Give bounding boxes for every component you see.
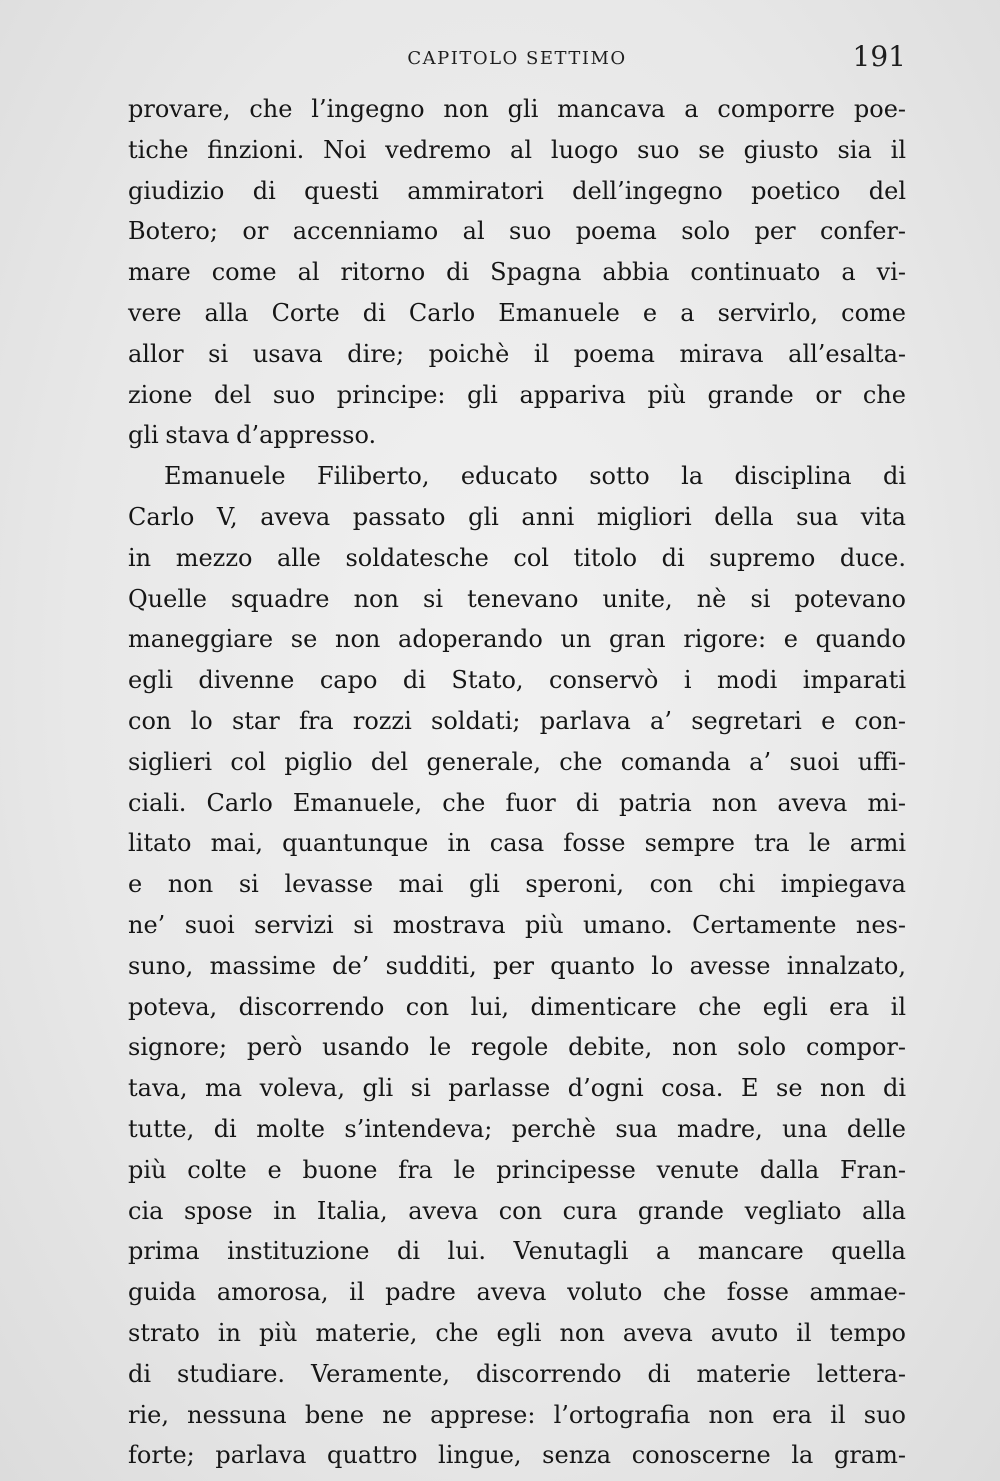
body-text [128,89,906,1476]
paragraph-start-line: Emanuele Filiberto, educato sotto la disciplina di [164,462,906,491]
text-line: litato mai, quantunque in casa fosse sempre tra le armi [128,829,906,858]
text-line: provare, che l’ingegno non gli mancava a comporre poe- [128,95,906,123]
text-line: vere alla Corte di Carlo Emanuele e a servirlo, come [128,298,906,327]
text-line: ne’ suoi servizi si mostrava più umano. Certamente nes- [128,910,906,939]
text-line: siglieri col piglio del generale, che comanda a’ suoi uffi- [128,747,906,776]
text-line: e non si levasse mai gli speroni, con chi impiegava [128,870,906,899]
running-title: CAPITOLO SETTIMO [407,48,627,69]
text-line: mare come al ritorno di Spagna abbia continuato a vi- [128,258,906,287]
text-line: guida amorosa, il padre aveva voluto che fosse ammae- [128,1278,906,1307]
text-line: cia spose in Italia, aveva con cura grande vegliato alla [128,1196,906,1225]
text-line: ciali. Carlo Emanuele, che fuor di patria non aveva mi- [128,788,906,817]
text-line: strato in più materie, che egli non aveva avuto il tempo [128,1318,906,1347]
page-header [128,36,906,76]
text-line: allor si usava dire; poichè il poema mirava all’esalta- [128,339,906,368]
text-line: signore; però usando le regole debite, non solo compor- [128,1033,906,1062]
text-line: maneggiare se non adoperando un gran rigore: e quando [128,625,906,654]
text-line: Botero; or accenniamo al suo poema solo per confer- [128,217,906,246]
text-line: gli stava d’appresso. [128,421,377,450]
text-line: di studiare. Veramente, discorrendo di materie lettera- [128,1359,906,1388]
text-line: forte; parlava quattro lingue, senza conoscerne la gram- [128,1441,906,1470]
text-line: suno, massime de’ sudditi, per quanto lo avesse innalzato, [128,951,906,980]
text-line: tava, ma voleva, gli si parlasse d’ogni cosa. E se non di [128,1074,906,1103]
text-line: giudizio di questi ammiratori dell’ingegno poetico del [128,176,906,205]
page-number: 191 [852,40,906,73]
text-line: più colte e buone fra le principesse venute dalla Fran- [128,1155,906,1184]
text-line: Quelle squadre non si tenevano unite, nè si potevano [128,584,906,613]
text-line: tiche finzioni. Noi vedremo al luogo suo se giusto sia il [128,135,906,164]
text-line: egli divenne capo di Stato, conservò i modi imparati [128,666,906,695]
text-line: con lo star fra rozzi soldati; parlava a’ segretari e con- [128,706,906,735]
text-line: tutte, di molte s’intendeva; perchè sua madre, una delle [128,1114,906,1143]
text-line: zione del suo principe: gli appariva più grande or che [128,380,906,409]
text-line: prima instituzione di lui. Venutagli a mancare quella [128,1237,906,1266]
text-line: in mezzo alle soldatesche col titolo di supremo duce. [128,543,906,572]
text-line: Carlo V, aveva passato gli anni migliori della sua vita [128,502,906,531]
text-line: rie, nessuna bene ne apprese: l’ortografia non era il suo [128,1400,906,1429]
text-line: poteva, discorrendo con lui, dimenticare che egli era il [128,992,906,1021]
